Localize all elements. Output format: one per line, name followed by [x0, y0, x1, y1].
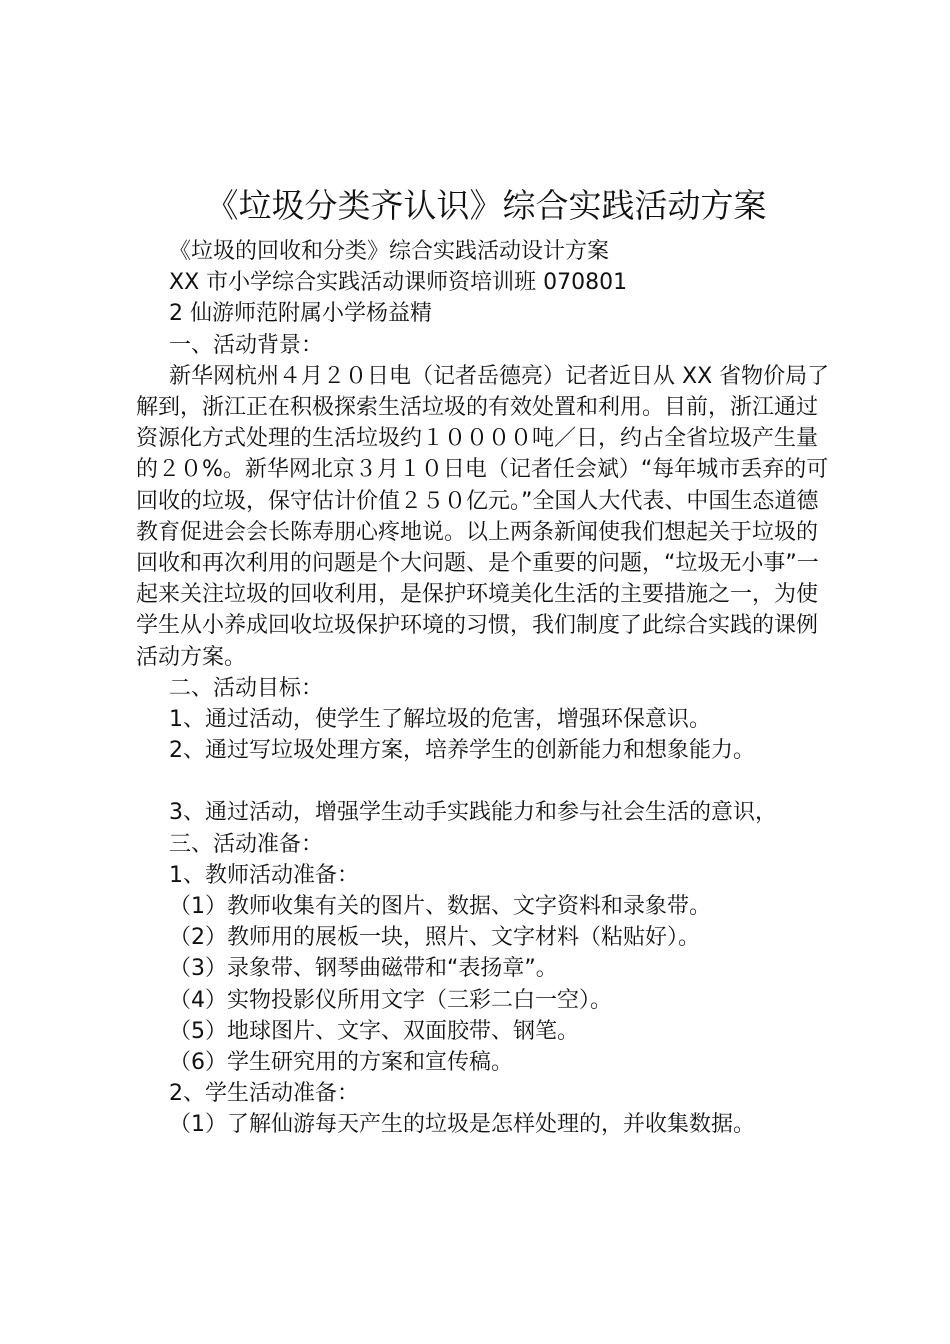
student-prep-heading: 2、学生活动准备：	[169, 1081, 359, 1107]
teacher-prep-item: （5）地球图片、文字、双面胶带、钢笔。	[169, 1018, 579, 1044]
teacher-prep-item: （2）教师用的展板一块，照片、文字材料（粘贴好）。	[169, 925, 700, 951]
background-paragraph: 新华网杭州４月２０日电（记者岳德亮）记者近日从 XX 省物价局了解到，浙江正在积极探索生活垃圾的有效处置和利用。目前，浙江通过资源化方式处理的生活垃圾约１００００吨／日，约占全省垃圾产生量的２０%。新华网北京３月１０日电（记者任会斌）“每年城市丢弃的可回收的垃圾，保守估计价值２５０亿元。”全国人大代表、中国生态道德教育促进会会长陈寿朋心疼地说。以上两条新闻使我们想起关于垃圾的回收和再次利用的问题是个大问题、是个重要的问题，“垃圾无小事”一起来关注垃圾的回收利用，是保护环境美化生活的主要措施之一，为使学生从小养成回收垃圾保护环境的习惯，我们制度了此综合实践的课例活动方案。	[136, 363, 830, 670]
background-heading: 一、活动背景：	[169, 332, 324, 358]
teacher-prep-item: （1）教师收集有关的图片、数据、文字资料和录象带。	[169, 894, 711, 920]
paragraph-gap	[136, 766, 836, 797]
goal-item-3: 3、通过活动，增强学生动手实践能力和参与社会生活的意识，	[169, 800, 777, 826]
author-line: 2 仙游师范附属小学杨益精	[169, 301, 432, 327]
teacher-prep-item: （6）学生研究用的方案和宣传稿。	[169, 1050, 513, 1076]
document-title: 《垃圾分类齐认识》综合实践活动方案	[205, 186, 767, 225]
prep-heading: 三、活动准备：	[169, 831, 324, 857]
student-prep-item: （1）了解仙游每天产生的垃圾是怎样处理的，并收集数据。	[169, 1112, 755, 1138]
teacher-prep-heading: 1、教师活动准备：	[169, 862, 359, 888]
teacher-prep-item: （4）实物投影仪所用文字（三彩二白一空）。	[169, 987, 612, 1013]
goal-item-2: 2、通过写垃圾处理方案，培养学生的创新能力和想象能力。	[169, 738, 755, 764]
document-subtitle: 《垃圾的回收和分类》综合实践活动设计方案	[169, 239, 610, 264]
document-page	[136, 178, 836, 1141]
class-info: XX 市小学综合实践活动课师资培训班 070801	[169, 270, 628, 296]
goals-heading: 二、活动目标：	[169, 675, 324, 701]
goal-item-1: 1、通过活动，使学生了解垃圾的危害，增强环保意识。	[169, 707, 711, 733]
teacher-prep-item: （3）录象带、钢琴曲磁带和“表扬章”。	[169, 956, 558, 982]
